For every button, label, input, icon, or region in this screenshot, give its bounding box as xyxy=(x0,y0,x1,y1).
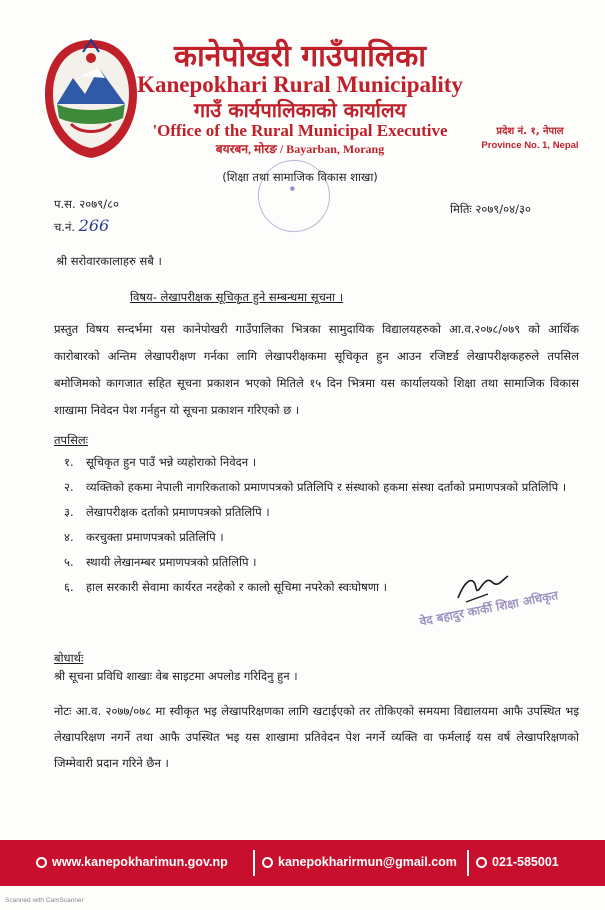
office-address: बयरबन, मोरङ / Bayarban, Morang xyxy=(215,142,385,156)
list-text: सूचिकृत हुन पाउँ भन्ने व्यहोराको निवेदन । xyxy=(86,455,257,469)
tapasil-heading: तपसिलः xyxy=(54,433,88,447)
addressee: श्री सरोवारकालाहरु सबै । xyxy=(56,254,162,268)
chalani-number xyxy=(54,216,109,235)
municipality-emblem-icon xyxy=(42,34,140,162)
patra-sankhya: प.स. २०७९/८० xyxy=(54,197,120,211)
phone-icon xyxy=(476,857,487,868)
email-icon xyxy=(262,857,273,868)
municipality-name-nepali: कानेपोखरी गाउँपालिका xyxy=(173,39,427,74)
list-text: स्थायी लेखानम्बर प्रमाणपत्रको प्रतिलिपि । xyxy=(86,555,257,569)
office-name-english: 'Office of the Rural Municipal Executive xyxy=(152,121,448,140)
dispatch-stamp xyxy=(251,153,336,238)
list-item xyxy=(64,451,584,474)
footer-divider xyxy=(467,850,469,876)
list-number: १. xyxy=(64,455,74,469)
footer-divider xyxy=(253,850,255,876)
globe-icon xyxy=(36,857,47,868)
main-paragraph: प्रस्तुत विषय सन्दर्भमा यस कानेपोखरी गाउँपालिका भित्रका सामुदायिक विद्यालयहरुको आ.व.२०७८/०७९ को आर्थिक कारोबारको अन्तिम लेखापरीक्षण गर्नका लागि लेखापरीक्षकमा सूचिकृत हुन आउन रजिष्टर्ड लेखापरीक्षकहरुले तपसिल बमोजिमको कागजात सहित सूचना प्रकाशन भएको मितिले १५ दिन भित्रमा यस कार्यालयको शिक्षा तथा सामाजिक विकास शाखामा निवेदन पेश गर्नहुन यो सूचना प्रकाशन गरिएको छ । xyxy=(54,322,579,417)
list-number: ६. xyxy=(64,580,74,594)
province-english: Province No. 1, Nepal xyxy=(481,140,579,151)
bodharth-text: श्री सूचना प्रविधि शाखाः वेब साइटमा अपलोड गरिदिनु हुन । xyxy=(54,669,298,683)
footer-bar xyxy=(0,840,605,886)
office-name-nepali: गाउँ कार्यपालिकाको कार्यालय xyxy=(193,98,407,122)
bodharth-heading: बोधार्थः xyxy=(54,651,84,665)
list-item xyxy=(64,476,584,499)
letter-date: मितिः २०७९/०४/३० xyxy=(450,202,531,216)
chalani-value: 266 xyxy=(78,216,110,235)
list-number: ३. xyxy=(64,505,74,519)
municipality-name-english: Kanepokhari Rural Municipality xyxy=(137,72,463,97)
footer-email[interactable] xyxy=(262,855,457,869)
province-nepali: प्रदेश नं. १, नेपाल xyxy=(496,126,564,137)
section-name: (शिक्षा तथा सामाजिक विकास शाखा) xyxy=(222,170,378,184)
list-text: करचुक्ता प्रमाणपत्रको प्रतिलिपि । xyxy=(86,530,224,544)
list-number: २. xyxy=(64,480,74,494)
subject-line: विषय- लेखापरीक्षक सूचिकृत हुने सम्बन्धमा सूचना । xyxy=(130,290,344,304)
list-item xyxy=(64,501,584,524)
footer-website[interactable] xyxy=(36,855,228,869)
list-text: हाल सरकारी सेवामा कार्यरत नरहेको र कालो सूचिमा नपरेको स्वःघोषणा । xyxy=(86,580,388,594)
note-paragraph: नोटः आ.व. २०७७/०७८ मा स्वीकृत भइ लेखापरिक्षणका लागि खटाईएको तर तोकिएको समयमा विद्यालयमा आफै उपस्थित भइ लेखापरिक्षण नगर्ने तथा आफै उपस्थित भइ यस शाखामा प्रतिवेदन पेश नगर्ने व्यक्ति वा फर्मलाई यस वर्ष लेखापरिक्षणको जिम्मेवारी प्रदान गरिने छैन । xyxy=(54,704,579,770)
list-text: व्यक्तिको हकमा नेपाली नागरिकताको प्रमाणपत्रको प्रतिलिपि र संस्थाको हकमा संस्था दर्ताको प्रमाणपत्रको प्रतिलिपि । xyxy=(86,480,567,494)
chalani-label: च.नं. xyxy=(54,220,75,234)
officer-stamp: वेद बहादुर कार्की शिक्षा अधिकृत xyxy=(418,588,560,629)
scanner-watermark: Scanned with CamScanner xyxy=(5,897,84,904)
list-number: ५. xyxy=(64,555,74,569)
list-text: लेखापरीक्षक दर्ताको प्रमाणपत्रको प्रतिलिपि । xyxy=(86,505,270,519)
email-text: kanepokharirmun@gmail.com xyxy=(278,855,457,869)
list-item xyxy=(64,526,584,549)
dispatch-stamp-seal-icon: ● xyxy=(289,184,296,193)
website-text: www.kanepokharimun.gov.np xyxy=(52,855,228,869)
list-number: ४. xyxy=(64,530,74,544)
phone-text: 021-585001 xyxy=(492,855,559,869)
footer-phone[interactable] xyxy=(476,855,559,869)
